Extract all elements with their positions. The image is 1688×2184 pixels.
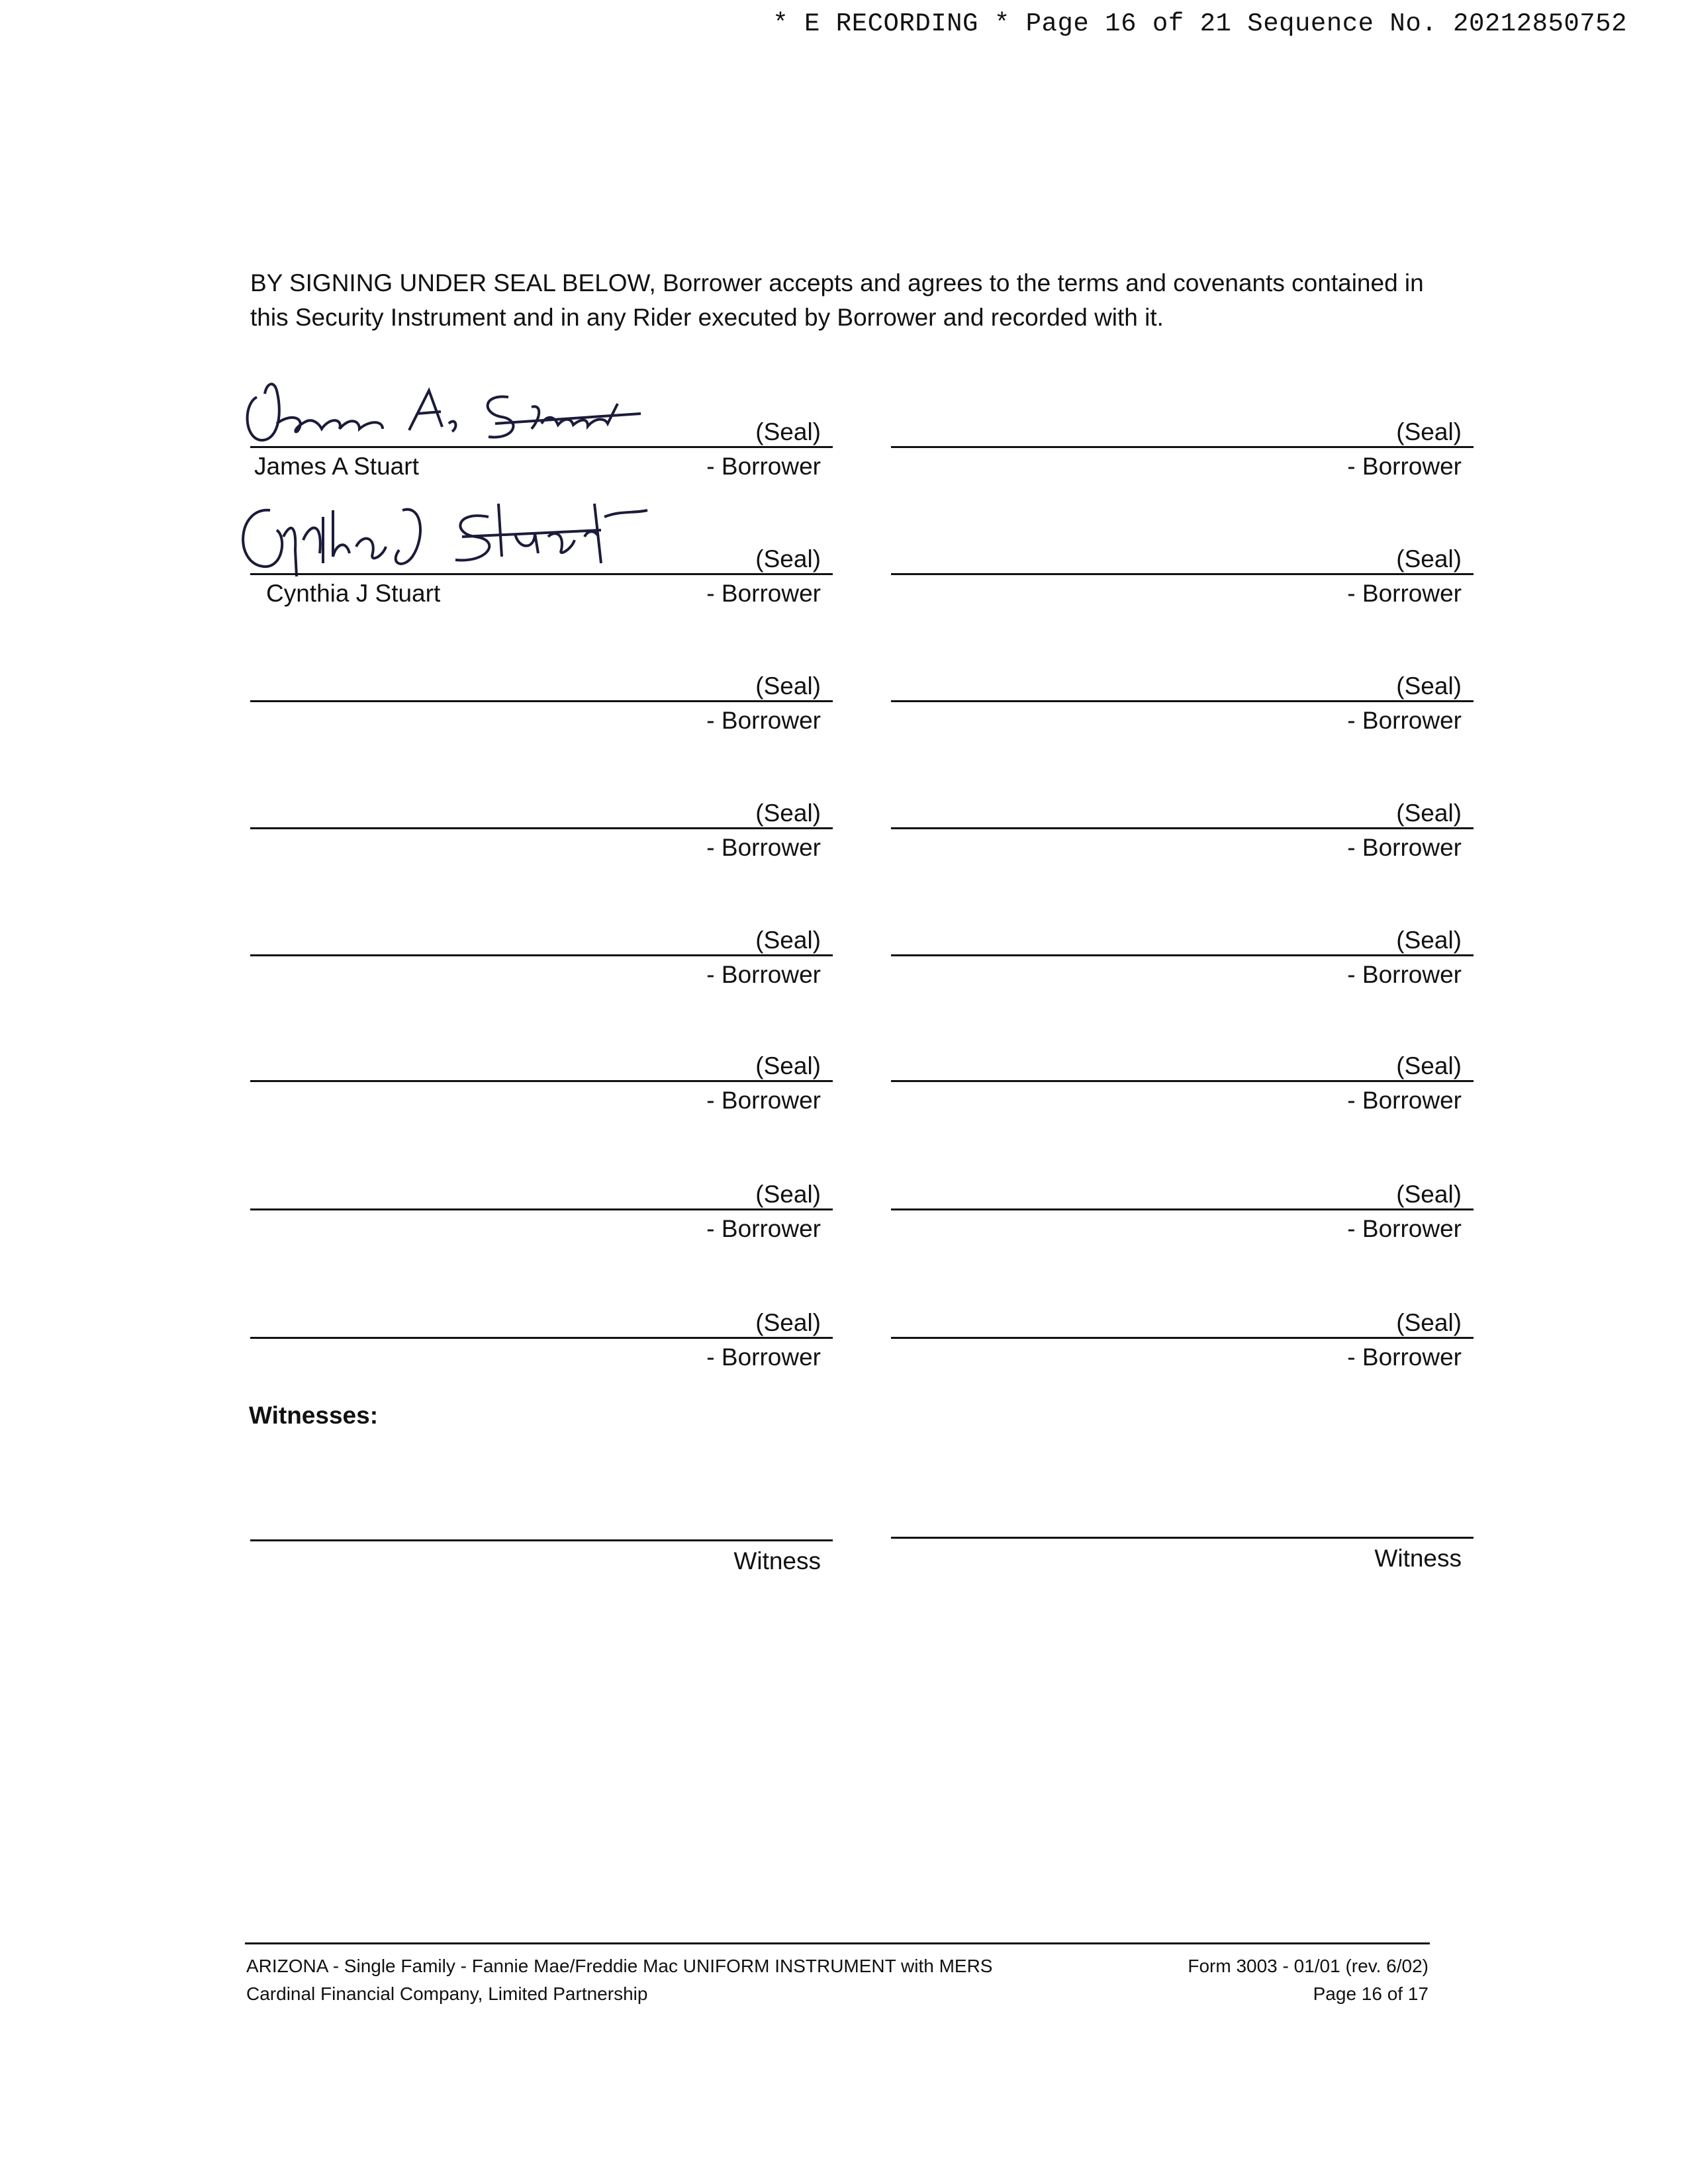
signature-block — [250, 1162, 833, 1242]
borrower-label: - Borrower — [1347, 707, 1462, 734]
signature-line — [891, 827, 1474, 829]
signature-block — [891, 527, 1474, 606]
signature-block — [891, 654, 1474, 733]
witness-line — [250, 1539, 833, 1541]
signature-line — [250, 700, 833, 702]
borrower-label: - Borrower — [1347, 1087, 1462, 1114]
signature-block-cynthia — [250, 527, 833, 606]
seal-label: (Seal) — [1396, 418, 1462, 445]
footer-form-description — [246, 1952, 992, 2008]
signature-block — [891, 1291, 1474, 1370]
footer-divider — [245, 1942, 1430, 1944]
signature-block — [250, 1291, 833, 1370]
signature-block — [250, 1034, 833, 1113]
witnesses-heading: Witnesses: — [249, 1402, 379, 1429]
signature-line — [250, 827, 833, 829]
seal-label: (Seal) — [755, 1309, 821, 1336]
signature-line — [250, 954, 833, 956]
borrower-label: - Borrower — [1347, 580, 1462, 607]
signature-line — [891, 446, 1474, 448]
witness-label: Witness — [1374, 1545, 1462, 1572]
borrower-name: James A Stuart — [254, 453, 419, 480]
signature-block — [250, 781, 833, 860]
borrower-label: - Borrower — [706, 707, 821, 734]
seal-label: (Seal) — [755, 1052, 821, 1079]
signature-line — [891, 1080, 1474, 1082]
witness-label: Witness — [733, 1547, 821, 1574]
signature-block — [891, 908, 1474, 987]
witness-block — [891, 1537, 1474, 1603]
seal-label: (Seal) — [755, 1181, 821, 1208]
borrower-label: - Borrower — [706, 1087, 821, 1114]
borrower-label: - Borrower — [706, 580, 821, 607]
signature-block-james — [250, 400, 833, 479]
seal-label: (Seal) — [755, 927, 821, 954]
signature-line — [250, 573, 833, 575]
signature-line — [891, 954, 1474, 956]
seal-label: (Seal) — [755, 672, 821, 700]
witness-line — [891, 1537, 1474, 1539]
borrower-label: - Borrower — [1347, 453, 1462, 480]
footer-page-number: Page 16 of 17 — [1313, 1983, 1429, 2004]
signature-line — [250, 1208, 833, 1210]
borrower-label: - Borrower — [706, 1215, 821, 1242]
seal-label: (Seal) — [1396, 927, 1462, 954]
signature-block — [250, 908, 833, 987]
signature-line — [891, 1337, 1474, 1339]
borrower-label: - Borrower — [1347, 834, 1462, 861]
borrower-label: - Borrower — [706, 453, 821, 480]
signature-line — [250, 1337, 833, 1339]
signature-block — [891, 1162, 1474, 1242]
signature-block — [891, 1034, 1474, 1113]
signature-line — [250, 1080, 833, 1082]
witness-block — [250, 1539, 833, 1606]
seal-label: (Seal) — [1396, 1181, 1462, 1208]
seal-label: (Seal) — [1396, 1309, 1462, 1336]
footer-form-id: Form 3003 - 01/01 (rev. 6/02) — [1188, 1956, 1429, 1976]
borrower-label: - Borrower — [1347, 1215, 1462, 1242]
signature-line — [891, 1208, 1474, 1210]
signature-james-stuart — [230, 377, 694, 457]
footer-lender-name: Cardinal Financial Company, Limited Partnership — [246, 1983, 648, 2004]
seal-label: (Seal) — [755, 545, 821, 572]
borrower-label: - Borrower — [706, 961, 821, 988]
signature-line — [891, 573, 1474, 575]
signature-line — [891, 700, 1474, 702]
borrower-label: - Borrower — [1347, 961, 1462, 988]
seal-label: (Seal) — [1396, 672, 1462, 700]
borrower-label: - Borrower — [1347, 1343, 1462, 1371]
footer-instrument-title: ARIZONA - Single Family - Fannie Mae/Freddie Mac UNIFORM INSTRUMENT with MERS — [246, 1956, 993, 1976]
seal-label: (Seal) — [1396, 1052, 1462, 1079]
borrower-name: Cynthia J Stuart — [266, 580, 441, 607]
seal-label: (Seal) — [1396, 545, 1462, 572]
seal-label: (Seal) — [755, 418, 821, 445]
borrower-label: - Borrower — [706, 834, 821, 861]
seal-label: (Seal) — [1396, 799, 1462, 827]
signature-line — [250, 446, 833, 448]
seal-label: (Seal) — [755, 799, 821, 827]
signature-block — [891, 400, 1474, 479]
signature-block — [250, 654, 833, 733]
signing-statement: BY SIGNING UNDER SEAL BELOW, Borrower accepts and agrees to the terms and covenants contained in this Security Instrument and in any Rider executed by Borrower and recorded with it. — [250, 269, 1424, 331]
footer-form-number — [1188, 1952, 1429, 2008]
signature-block — [891, 781, 1474, 860]
signature-cynthia-stuart — [224, 480, 687, 580]
recording-header: * E RECORDING * Page 16 of 21 Sequence No. 20212850752 — [773, 9, 1627, 38]
borrower-label: - Borrower — [706, 1343, 821, 1371]
